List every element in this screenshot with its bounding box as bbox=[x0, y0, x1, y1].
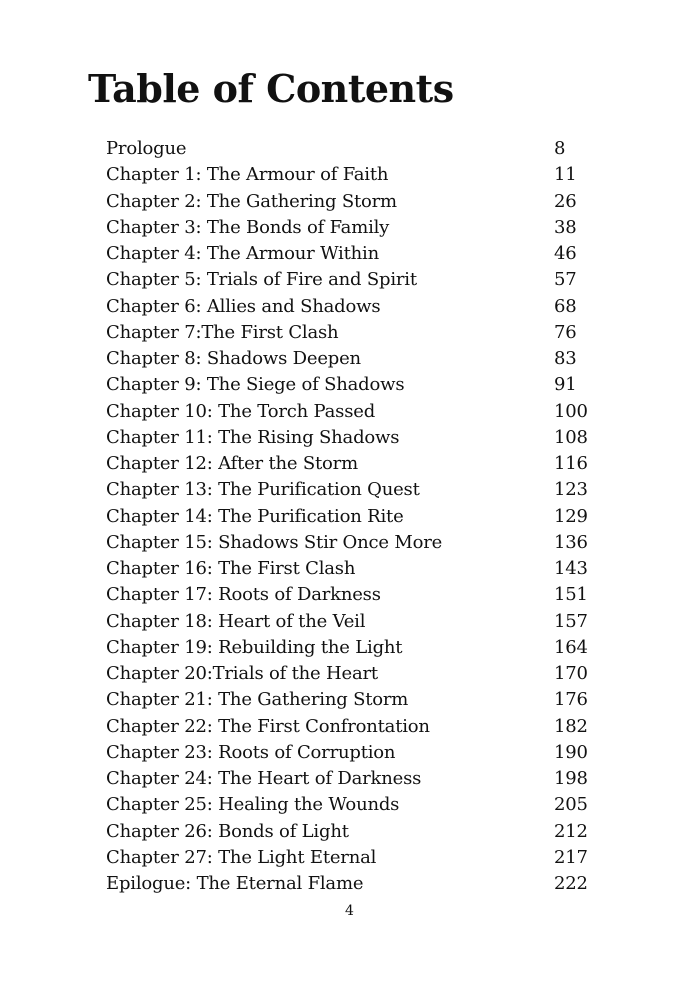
toc-entry-page: 205 bbox=[554, 794, 588, 816]
toc-entry bbox=[106, 399, 606, 425]
toc-entry bbox=[106, 609, 606, 635]
toc-entry-title: Chapter 19: Rebuilding the Light bbox=[106, 636, 403, 658]
page-number: 4 bbox=[345, 903, 354, 919]
toc-entry-page: 212 bbox=[554, 820, 588, 842]
toc-entry-title: Chapter 23: Roots of Corruption bbox=[106, 741, 396, 763]
toc-entry-title: Epilogue: The Eternal Flame bbox=[106, 873, 364, 894]
toc-entry bbox=[106, 451, 606, 477]
toc-entry-title: Chapter 15: Shadows Stir Once More bbox=[106, 531, 443, 553]
toc-entry bbox=[106, 189, 606, 215]
toc-list bbox=[106, 136, 606, 897]
toc-entry bbox=[106, 162, 606, 188]
toc-entry-page: 164 bbox=[554, 636, 588, 658]
toc-entry-page: 91 bbox=[554, 374, 577, 396]
toc-entry-page: 151 bbox=[554, 584, 588, 606]
toc-entry-page: 222 bbox=[554, 873, 588, 894]
toc-entry-title: Chapter 16: The First Clash bbox=[106, 558, 356, 579]
toc-entry-title: Chapter 13: The Purification Quest bbox=[106, 479, 420, 501]
toc-entry-title: Chapter 2: The Gathering Storm bbox=[106, 190, 397, 212]
toc-entry bbox=[106, 819, 606, 845]
toc-entry-page: 190 bbox=[554, 741, 588, 763]
toc-entry-title: Chapter 27: The Light Eternal bbox=[106, 846, 377, 868]
toc-entry-title: Chapter 3: The Bonds of Family bbox=[106, 216, 390, 238]
toc-entry bbox=[106, 871, 606, 897]
toc-entry-page: 182 bbox=[554, 715, 588, 737]
toc-entry bbox=[106, 556, 606, 582]
toc-entry-page: 38 bbox=[554, 216, 577, 238]
toc-entry-page: 57 bbox=[554, 269, 577, 291]
toc-entry-page: 176 bbox=[554, 689, 588, 711]
toc-entry-page: 68 bbox=[554, 295, 577, 317]
toc-entry bbox=[106, 766, 606, 792]
toc-entry-title: Chapter 24: The Heart of Darkness bbox=[106, 768, 422, 789]
toc-entry bbox=[106, 792, 606, 818]
toc-entry-page: 217 bbox=[554, 846, 588, 868]
toc-entry-title: Chapter 17: Roots of Darkness bbox=[106, 584, 381, 606]
toc-entry-title: Chapter 22: The First Confrontation bbox=[106, 715, 430, 737]
toc-entry bbox=[106, 635, 606, 661]
toc-entry-page: 116 bbox=[554, 453, 588, 474]
toc-entry-page: 100 bbox=[554, 400, 588, 422]
toc-entry-title: Chapter 5: Trials of Fire and Spirit bbox=[106, 269, 417, 291]
toc-entry-title: Chapter 10: The Torch Passed bbox=[106, 400, 376, 422]
toc-entry-page: 8 bbox=[554, 138, 566, 159]
toc-entry-page: 76 bbox=[554, 321, 577, 343]
toc-entry-page: 136 bbox=[554, 531, 588, 553]
toc-entry bbox=[106, 504, 606, 530]
toc-entry bbox=[106, 530, 606, 556]
toc-entry-title: Chapter 4: The Armour Within bbox=[106, 243, 379, 264]
toc-entry-title: Chapter 14: The Purification Rite bbox=[106, 505, 404, 527]
toc-entry bbox=[106, 241, 606, 267]
toc-entry-title: Chapter 6: Allies and Shadows bbox=[106, 295, 381, 317]
toc-entry-page: 143 bbox=[554, 558, 588, 579]
toc-entry-page: 46 bbox=[554, 243, 577, 264]
toc-entry-page: 170 bbox=[554, 663, 588, 684]
toc-entry bbox=[106, 714, 606, 740]
toc-entry-page: 26 bbox=[554, 190, 577, 212]
toc-entry-title: Chapter 11: The Rising Shadows bbox=[106, 426, 400, 448]
toc-entry bbox=[106, 740, 606, 766]
toc-entry bbox=[106, 661, 606, 687]
toc-entry-title: Chapter 7:The First Clash bbox=[106, 321, 339, 343]
toc-entry-title: Chapter 1: The Armour of Faith bbox=[106, 164, 389, 186]
toc-entry-title: Prologue bbox=[106, 138, 187, 159]
toc-entry-title: Chapter 20:Trials of the Heart bbox=[106, 663, 378, 684]
toc-entry-page: 198 bbox=[554, 768, 588, 789]
toc-entry bbox=[106, 372, 606, 398]
toc-entry-page: 157 bbox=[554, 610, 588, 632]
toc-entry-title: Chapter 18: Heart of the Veil bbox=[106, 610, 366, 632]
toc-entry bbox=[106, 346, 606, 372]
toc-entry-title: Chapter 8: Shadows Deepen bbox=[106, 348, 361, 369]
page-title: Table of Contents bbox=[88, 66, 454, 111]
toc-entry-title: Chapter 26: Bonds of Light bbox=[106, 820, 349, 842]
toc-entry-page: 83 bbox=[554, 348, 577, 369]
toc-entry-page: 108 bbox=[554, 426, 588, 448]
toc-entry bbox=[106, 267, 606, 293]
toc-entry-title: Chapter 25: Healing the Wounds bbox=[106, 794, 400, 816]
toc-entry-page: 129 bbox=[554, 505, 588, 527]
toc-entry bbox=[106, 582, 606, 608]
toc-entry bbox=[106, 294, 606, 320]
toc-entry bbox=[106, 477, 606, 503]
toc-entry bbox=[106, 425, 606, 451]
toc-entry bbox=[106, 687, 606, 713]
toc-entry-title: Chapter 21: The Gathering Storm bbox=[106, 689, 409, 711]
toc-entry bbox=[106, 845, 606, 871]
toc-entry bbox=[106, 215, 606, 241]
toc-entry bbox=[106, 320, 606, 346]
toc-entry bbox=[106, 136, 606, 162]
toc-entry-page: 123 bbox=[554, 479, 588, 501]
toc-entry-title: Chapter 9: The Siege of Shadows bbox=[106, 374, 405, 396]
toc-entry-page: 11 bbox=[554, 164, 577, 186]
toc-entry-title: Chapter 12: After the Storm bbox=[106, 453, 358, 474]
